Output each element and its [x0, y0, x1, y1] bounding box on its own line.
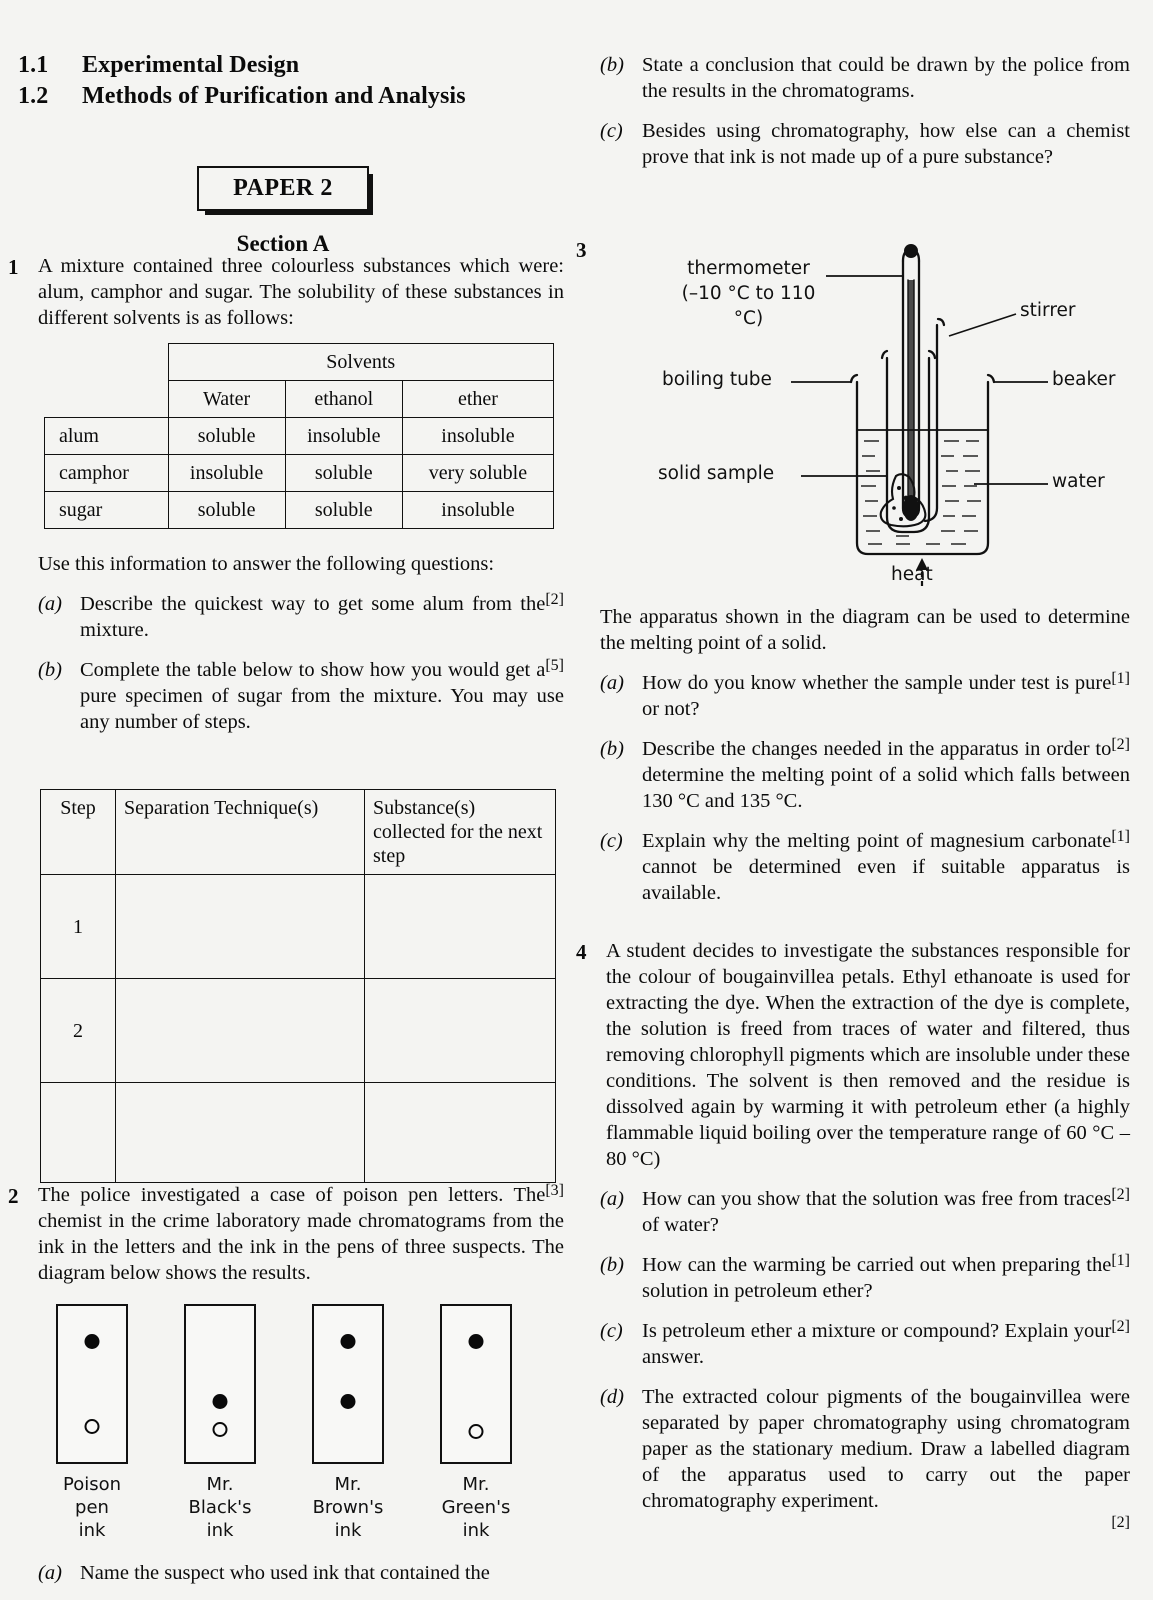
- question-4-part-c: [600, 1318, 1130, 1370]
- part-text-c: Explain why the melting point of magnesium carbonate cannot be determined even if suitable apparatus is available.: [642, 830, 1130, 904]
- empty-corner-cell-2: [45, 381, 169, 418]
- part-label-a: (a): [600, 672, 624, 694]
- part-marks-b: [1]: [1111, 1252, 1130, 1269]
- chromatogram-mr-green: [440, 1304, 512, 1542]
- chromatogram-poison-pen: [56, 1304, 128, 1542]
- label-thermometer-line1: thermometer: [687, 258, 810, 279]
- section-heading: Section A: [236, 231, 330, 256]
- question-1-number: 1: [8, 255, 19, 279]
- question-4: [576, 938, 1136, 1532]
- spot-origin: [469, 1424, 484, 1439]
- question-4-part-b: [600, 1252, 1130, 1304]
- question-4-stem: A student decides to investigate the substances responsible for the colour of bougainvillea petals. Ethyl ethanoate is used for extracting the dye. When the extraction of the dye is complete, the solution is freed from traces of water and filtered, thus removing chlorophyll pigments which are insoluble under these conditions. The solvent is then removed and the residue is dissolved again by warming it with petroleum ether (a highly flammable liquid boiling over the temperature range of 60 °C – 80 °C): [606, 940, 1130, 1170]
- question-4-part-a: [600, 1186, 1130, 1238]
- part-label-b: (b): [600, 1254, 624, 1276]
- question-2-part-b: [600, 52, 1130, 104]
- part-marks-a: [2]: [545, 591, 564, 608]
- paper-banner: [0, 166, 566, 211]
- question-4-number: 4: [576, 940, 587, 964]
- spot-filled-2: [341, 1394, 356, 1409]
- part-label-a: (a): [600, 1188, 624, 1210]
- col-header-ethanol: ethanol: [285, 381, 402, 418]
- part-marks-d: [2]: [1111, 1514, 1130, 1531]
- step-cell-technique-2[interactable]: [116, 979, 365, 1083]
- question-2-continued: [600, 52, 1130, 170]
- step-cell-technique-1[interactable]: [116, 875, 365, 979]
- chromatogram-label: [184, 1473, 256, 1542]
- syllabus-title-1: Experimental Design: [82, 52, 300, 78]
- question-2-part-a: [38, 1560, 564, 1586]
- part-label-a: (a): [38, 1562, 62, 1584]
- chromatogram-label-line1: Mr. Black's: [188, 1474, 252, 1518]
- cell-sugar-ethanol: soluble: [285, 492, 402, 529]
- spot-filled: [85, 1334, 100, 1349]
- row-header-sugar: sugar: [45, 492, 169, 529]
- label-heat: heat: [891, 564, 933, 585]
- beaker-lip-left: [851, 375, 857, 382]
- part-text-a: Describe the quickest way to get some alum from the mixture.: [80, 593, 546, 641]
- part-label-d: (d): [600, 1386, 624, 1408]
- cell-sugar-ether: insoluble: [402, 492, 553, 529]
- question-2: [8, 1182, 564, 1586]
- step-table-header-step: Step: [41, 790, 116, 875]
- question-1-stem: A mixture contained three colourless substances which were: alum, camphor and sugar. The solubility of these substances in different solvents is as follows:: [38, 255, 564, 329]
- step-cell-number-3: [41, 1083, 116, 1183]
- step-cell-number-2: 2: [41, 979, 116, 1083]
- part-label-a: (a): [38, 593, 62, 615]
- question-2-number: 2: [8, 1184, 19, 1208]
- stirrer-rod: [925, 325, 937, 521]
- question-4-part-d: [600, 1384, 1130, 1532]
- part-label-c: (c): [600, 120, 623, 142]
- chromatogram-strip: [56, 1304, 128, 1464]
- chromatogram-label-line1: Mr. Brown's: [312, 1474, 384, 1518]
- syllabus-title-2: Methods of Purification and Analysis: [82, 83, 466, 109]
- spot-filled: [469, 1334, 484, 1349]
- question-2-part-c: [600, 118, 1130, 170]
- part-marks-c: [2]: [1111, 1318, 1130, 1335]
- syllabus-number-2: 1.2: [18, 83, 49, 109]
- step-cell-technique-3[interactable]: [116, 1083, 365, 1183]
- row-header-alum: alum: [45, 418, 169, 455]
- step-cell-substances-1[interactable]: [365, 875, 556, 979]
- part-text-b: State a conclusion that could be drawn by the police from the results in the chromatograms.: [642, 54, 1130, 102]
- chromatogram-label-line2: ink: [206, 1520, 234, 1541]
- part-marks-a: [2]: [1111, 1186, 1130, 1203]
- chromatogram-strip: [312, 1304, 384, 1464]
- thermometer-bulb: [904, 244, 918, 258]
- question-3-number: 3: [576, 238, 587, 262]
- cell-alum-water: soluble: [168, 418, 285, 455]
- cell-camphor-water: insoluble: [168, 455, 285, 492]
- chromatogram-label: [312, 1473, 384, 1542]
- boiling-tube-lip-left: [882, 351, 887, 358]
- question-1-part-a: [38, 591, 564, 643]
- row-header-camphor: camphor: [45, 455, 169, 492]
- step-table: [40, 789, 556, 1183]
- part-label-b: (b): [600, 54, 624, 76]
- col-header-water: Water: [168, 381, 285, 418]
- boiling-tube-lip-right: [929, 351, 935, 358]
- syllabus-row-2: [10, 83, 566, 110]
- part-text-a: How do you know whether the sample under test is pure or not?: [642, 672, 1112, 720]
- solvents-group-header: Solvents: [168, 344, 554, 381]
- water-hatching: [861, 441, 981, 544]
- chromatogram-strip: [440, 1304, 512, 1464]
- syllabus-headings: [10, 52, 566, 110]
- step-table-header-substances: Substance(s) collected for the next step: [365, 790, 556, 875]
- question-2-marks: [3]: [545, 1182, 564, 1199]
- cell-sugar-water: soluble: [168, 492, 285, 529]
- spot-origin: [85, 1419, 100, 1434]
- mercury-column: [909, 280, 914, 502]
- chromatogram-strip: [184, 1304, 256, 1464]
- spot-filled: [213, 1394, 228, 1409]
- col-header-ether: ether: [402, 381, 553, 418]
- label-solid-sample: solid sample: [658, 463, 775, 484]
- left-column: [0, 0, 576, 1600]
- table-row: [41, 875, 556, 979]
- part-text-c: Is petroleum ether a mixture or compound? Explain your answer.: [642, 1320, 1112, 1368]
- label-water: water: [1052, 471, 1105, 492]
- chromatogram-mr-black: [184, 1304, 256, 1542]
- question-3-part-c: [600, 828, 1130, 906]
- question-1-part-b: [38, 657, 564, 735]
- label-thermometer-line2: (–10 °C to 110 °C): [681, 283, 816, 329]
- part-marks-b: [2]: [1111, 736, 1130, 753]
- melting-point-apparatus-diagram: [596, 236, 1141, 596]
- part-label-b: (b): [600, 738, 624, 760]
- cell-alum-ether: insoluble: [402, 418, 553, 455]
- table-row: [45, 418, 554, 455]
- beaker-lip-right: [988, 375, 994, 382]
- cell-alum-ethanol: insoluble: [285, 418, 402, 455]
- stirrer-handle: [938, 319, 944, 325]
- chromatogram-label-line1: Mr. Green's: [441, 1474, 511, 1518]
- part-text-c: Besides using chromatography, how else can a chemist prove that ink is not made up of a pure substance?: [642, 120, 1130, 168]
- use-information-text: Use this information to answer the following questions:: [38, 553, 495, 575]
- table-row-header: [41, 790, 556, 875]
- label-boiling-tube: boiling tube: [662, 369, 772, 390]
- part-text-b: Complete the table below to show how you would get a pure specimen of sugar from the mixture. You may use any number of steps.: [80, 659, 564, 733]
- solubility-table: [44, 343, 554, 529]
- part-label-b: (b): [38, 659, 62, 681]
- part-marks-c: [1]: [1111, 828, 1130, 845]
- paper-label: PAPER 2: [197, 166, 369, 211]
- label-beaker: beaker: [1052, 369, 1116, 390]
- question-3-part-b: [600, 736, 1130, 814]
- question-1: [8, 253, 564, 735]
- chromatogram-label: [440, 1473, 512, 1542]
- cell-camphor-ethanol: soluble: [285, 455, 402, 492]
- part-text-d: The extracted colour pigments of the bougainvillea were separated by paper chromatography using chromatogram paper as the stationary medium. Draw a labelled diagram of the apparatus used to carry out the paper chromatography experiment.: [642, 1386, 1130, 1512]
- label-stirrer: stirrer: [1020, 300, 1076, 321]
- spot-filled: [341, 1334, 356, 1349]
- table-row: [41, 979, 556, 1083]
- right-column: [576, 0, 1153, 1600]
- table-row-column-headers: [45, 381, 554, 418]
- part-label-c: (c): [600, 830, 623, 852]
- label-thermometer: [666, 256, 831, 331]
- part-label-c: (c): [600, 1320, 623, 1342]
- chromatogram-label-line2: ink: [334, 1520, 362, 1541]
- step-cell-substances-2[interactable]: [365, 979, 556, 1083]
- chromatogram-label-line1: Poison pen: [62, 1474, 122, 1518]
- leader-stirrer: [949, 314, 1016, 336]
- chromatogram-label-line2: ink: [462, 1520, 490, 1541]
- step-cell-number-1: 1: [41, 875, 116, 979]
- step-table-header-technique: Separation Technique(s): [116, 790, 365, 875]
- spot-origin: [213, 1422, 228, 1437]
- chromatogram-mr-brown: [312, 1304, 384, 1542]
- part-text-b: How can the warming be carried out when preparing the solution in petroleum ether?: [642, 1254, 1112, 1302]
- question-3-stem: The apparatus shown in the diagram can be used to determine the melting point of a solid.: [600, 606, 1130, 654]
- table-row-group-header: [45, 344, 554, 381]
- chromatogram-label: [56, 1473, 128, 1542]
- question-3-part-a: [600, 670, 1130, 722]
- part-marks-a: [1]: [1111, 670, 1130, 687]
- step-cell-substances-3[interactable]: [365, 1083, 556, 1183]
- part-text-b: Describe the changes needed in the apparatus in order to determine the melting point of a solid which falls between 130 °C and 135 °C.: [642, 738, 1130, 812]
- chromatogram-diagram: [56, 1304, 564, 1542]
- beaker-outline: [857, 382, 988, 554]
- empty-corner-cell: [45, 344, 169, 381]
- cell-camphor-ether: very soluble: [402, 455, 553, 492]
- part-marks-b: [5]: [545, 657, 564, 674]
- question-3-body: [600, 604, 1130, 906]
- syllabus-number-1: 1.1: [18, 52, 49, 78]
- table-row: [41, 1083, 556, 1183]
- chromatogram-label-line2: ink: [78, 1520, 106, 1541]
- part-text-a: Name the suspect who used ink that contained the: [80, 1562, 490, 1584]
- question-2-stem: The police investigated a case of poison pen letters. The chemist in the crime laboratory made chromatograms from the ink in the letters and the ink in the pens of three suspects. The diagram below shows the results.: [38, 1184, 564, 1284]
- table-row: [45, 455, 554, 492]
- syllabus-row-1: [10, 52, 566, 79]
- table-row: [45, 492, 554, 529]
- part-text-a: How can you show that the solution was free from traces of water?: [642, 1188, 1112, 1236]
